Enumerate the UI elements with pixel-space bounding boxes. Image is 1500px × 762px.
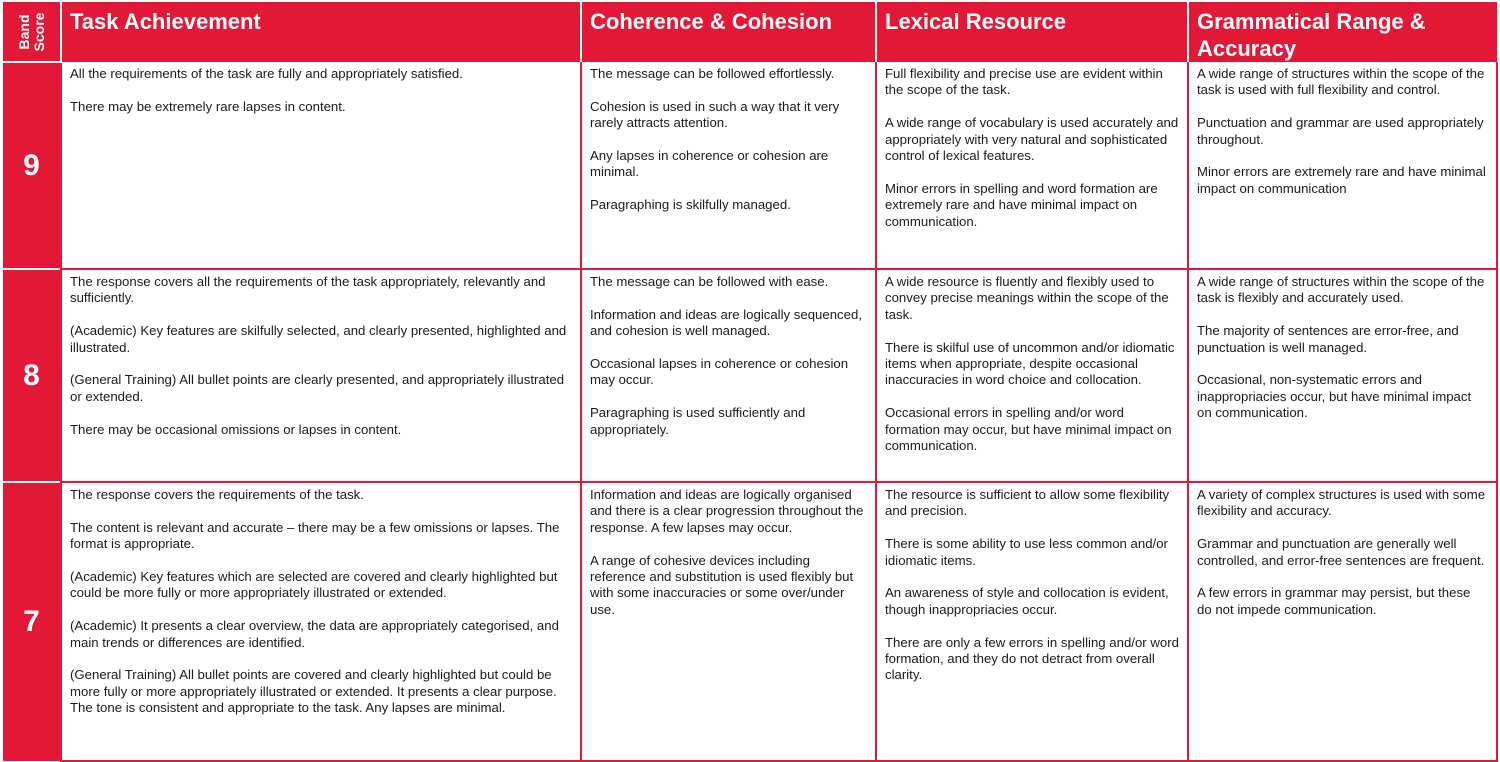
descriptor-text: Minor errors in spelling and word formation are extremely rare and have minimal impact on communication.	[885, 180, 1158, 229]
grammatical-range-header: Grammatical Range & Accuracy	[1188, 2, 1497, 62]
descriptor-text: A few errors in grammar may persist, but these do not impede communication.	[1197, 585, 1471, 617]
descriptor-text: A variety of complex structures is used with some flexibility and accuracy.	[1197, 487, 1486, 519]
descriptor-text: The message can be followed with ease.	[590, 274, 829, 289]
descriptor-text: Full flexibility and precise use are evident within the scope of the task.	[885, 66, 1163, 98]
task-achievement-header: Task Achievement	[61, 2, 581, 62]
task-achievement-cell	[61, 62, 581, 269]
task-achievement-cell	[61, 482, 581, 761]
descriptor-text: There may be occasional omissions or lapses in content.	[70, 421, 402, 437]
band-row-9	[3, 62, 1497, 269]
band-number: 9	[3, 62, 61, 269]
coherence-cohesion-cell	[581, 482, 876, 761]
descriptor-text: Occasional, non-systematic errors and inappropriacies occur, but have minimal impact on communication.	[1197, 372, 1472, 421]
coherence-cohesion-cell	[581, 269, 876, 482]
band-descriptor-table	[3, 2, 1498, 762]
descriptor-text: The resource is sufficient to allow some flexibility and precision.	[885, 487, 1170, 519]
coherence-cohesion-header: Coherence & Cohesion	[581, 2, 876, 62]
descriptor-text: (Academic) It presents a clear overview, the data are appropriately categorised, and main trends or differences are identified.	[70, 618, 559, 650]
band-score-header	[3, 2, 61, 62]
descriptor-text: The message can be followed effortlessly.	[590, 66, 835, 81]
descriptor-text: Cohesion is used in such a way that it very rarely attracts attention.	[590, 98, 840, 131]
lexical-resource-cell	[876, 269, 1188, 482]
descriptor-text: A wide resource is fluently and flexibly used to convey precise meanings within the scope of the task.	[885, 274, 1169, 322]
band-row-7	[3, 482, 1497, 761]
descriptor-text: Paragraphing is used sufficiently and appropriately.	[590, 405, 806, 437]
descriptor-text: An awareness of style and collocation is evident, though inappropriacies occur.	[885, 585, 1169, 617]
descriptor-text: The response covers the requirements of the task.	[70, 487, 364, 502]
band-number: 7	[3, 482, 61, 761]
lexical-resource-cell	[876, 62, 1188, 269]
descriptor-text: (Academic) Key features which are selected are covered and clearly highlighted but could be more fully or more appropriately illustrated or extended.	[70, 569, 558, 601]
grammatical-range-cell	[1188, 482, 1497, 761]
descriptor-text: Occasional lapses in coherence or cohesion may occur.	[590, 356, 849, 388]
descriptor-text: There is skilful use of uncommon and/or idiomatic items when appropriate, despite occasional inaccuracies in word choice and collocation.	[885, 339, 1175, 388]
descriptor-text: All the requirements of the task are fully and appropriately satisfied.	[70, 66, 463, 81]
descriptor-text: Information and ideas are logically organised and there is a clear progression throughout the response. A few lapses may occur.	[590, 487, 864, 535]
descriptor-text: There may be extremely rare lapses in content.	[70, 98, 346, 114]
lexical-resource-cell	[876, 482, 1188, 761]
descriptor-text: A wide range of vocabulary is used accurately and appropriately with very natural and sophisticated control of lexical features.	[885, 115, 1179, 164]
band-score-label-line1: Band	[15, 14, 32, 50]
band-score-label-line2: Score	[30, 12, 47, 51]
descriptor-text: Any lapses in coherence or cohesion are minimal.	[590, 148, 829, 180]
header-row	[3, 2, 1497, 62]
descriptor-text: Information and ideas are logically sequenced, and cohesion is well managed.	[590, 306, 862, 339]
descriptor-text: The response covers all the requirements of the task appropriately, relevantly and sufficiently.	[70, 274, 546, 306]
descriptor-text: Grammar and punctuation are generally well controlled, and error-free sentences are frequent.	[1197, 536, 1485, 568]
descriptor-text: Paragraphing is skilfully managed.	[590, 197, 791, 213]
band-number: 8	[3, 269, 61, 482]
descriptor-text: Punctuation and grammar are used appropriately throughout.	[1197, 115, 1484, 147]
grammatical-range-cell	[1188, 62, 1497, 269]
descriptor-text: There are only a few errors in spelling and/or word formation, and they do not detract from overall clarity.	[885, 634, 1179, 683]
descriptor-text: (Academic) Key features are skilfully selected, and clearly presented, highlighted and illustrated.	[70, 323, 567, 355]
descriptor-text: A wide range of structures within the scope of the task is flexibly and accurately used.	[1197, 274, 1485, 306]
grammatical-range-cell	[1188, 269, 1497, 482]
descriptor-text: A wide range of structures within the scope of the task is used with full flexibility and control.	[1197, 66, 1485, 98]
descriptor-text: The content is relevant and accurate – there may be a few omissions or lapses. The format is appropriate.	[70, 519, 560, 552]
descriptor-text: (General Training) All bullet points are clearly presented, and appropriately illustrated or extended.	[70, 372, 565, 404]
descriptor-text: Minor errors are extremely rare and have minimal impact on communication	[1197, 164, 1486, 196]
descriptor-text: A range of cohesive devices including reference and substitution is used flexibly but with some inaccuracies or some over/under use.	[590, 552, 854, 617]
coherence-cohesion-cell	[581, 62, 876, 269]
descriptor-text: There is some ability to use less common and/or idiomatic items.	[885, 536, 1168, 568]
lexical-resource-header: Lexical Resource	[876, 2, 1188, 62]
descriptor-text: Occasional errors in spelling and/or word formation may occur, but have minimal impact on communication.	[885, 405, 1172, 454]
band-row-8	[3, 269, 1497, 482]
descriptor-text: (General Training) All bullet points are covered and clearly highlighted but could be more fully or more appropriately illustrated or extended. It presents a clear purpose. The tone is consistent and appropriate to the task. Any lapses are minimal.	[70, 667, 557, 716]
descriptor-text: The majority of sentences are error-free, and punctuation is well managed.	[1197, 323, 1459, 355]
task-achievement-cell	[61, 269, 581, 482]
